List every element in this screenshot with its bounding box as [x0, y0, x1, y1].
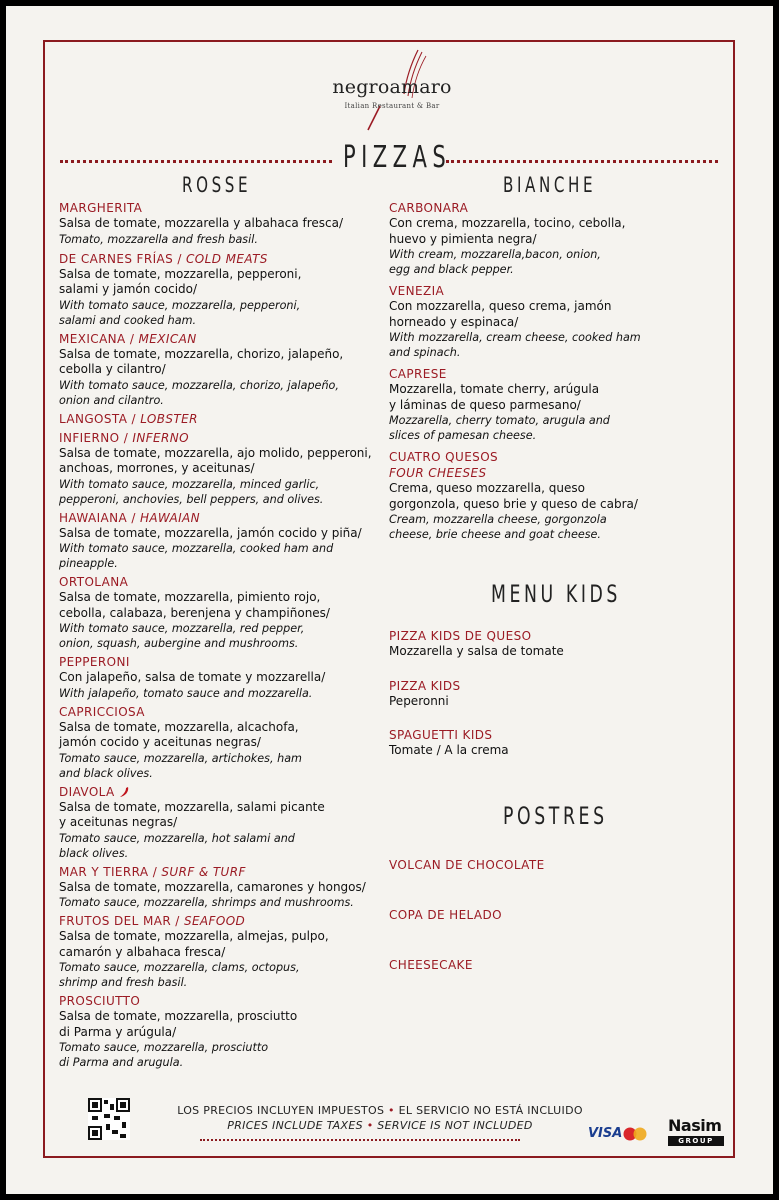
pizza-name-es: DIAVOLA	[59, 784, 115, 799]
pizza-desc-en: Tomato, mozzarella and fresh basil.	[59, 232, 258, 246]
section-title-desserts: POSTRES	[503, 802, 608, 830]
kids-item	[389, 727, 719, 759]
pizza-desc-es: Salsa de tomate, mozzarella, chorizo, jalapeño, cebolla y cilantro/	[59, 346, 344, 376]
pizza-name-es: MEXICANA /	[59, 331, 139, 346]
rosse-item-name	[59, 574, 379, 590]
kids-item-name: SPAGUETTI KIDS	[389, 728, 493, 742]
pizza-desc-es: Crema, queso mozzarella, queso gorgonzola, queso brie y queso de cabra/	[389, 481, 638, 511]
rosse-item-name	[59, 411, 379, 427]
rosse-item	[59, 251, 379, 328]
pizza-desc-en: With tomato sauce, mozzarella, chorizo, jalapeño, onion and cilantro.	[59, 378, 339, 407]
kids-item-desc: Peperonni	[389, 693, 449, 708]
rosse-item	[59, 430, 379, 507]
footer-separator: •	[388, 1104, 395, 1117]
nasim-name: Nasim	[668, 1116, 722, 1135]
footer-taxes-es: LOS PRECIOS INCLUYEN IMPUESTOS	[177, 1104, 385, 1117]
pizza-desc-en: Tomato sauce, mozzarella, shrimps and mushrooms.	[59, 896, 354, 909]
pizza-name-es: CUATRO QUESOS	[389, 450, 499, 464]
pizza-desc-es: Salsa de tomate, mozzarella, salami picante y aceitunas negras/	[59, 799, 325, 829]
section-title-kids: MENU KIDS	[491, 580, 622, 608]
title-divider-left	[60, 160, 332, 163]
kids-item-name: PIZZA KIDS DE QUESO	[389, 629, 532, 643]
pizza-name-en: SURF & TURF	[161, 864, 246, 879]
pizza-name-es: CAPRESE	[389, 367, 447, 381]
qr-code-icon	[88, 1098, 130, 1140]
pizza-desc-en: Mozzarella, cherry tomato, arugula and slices of pamesan cheese.	[389, 414, 610, 442]
pizza-desc-es: Con jalapeño, salsa de tomate y mozzarella/	[59, 670, 326, 684]
pizza-name-es: ORTOLANA	[59, 575, 129, 589]
bianche-item	[389, 283, 719, 360]
rosse-item	[59, 864, 379, 911]
chili-pepper-icon	[118, 786, 130, 798]
kids-item-desc: Mozzarella y salsa de tomate	[389, 644, 564, 658]
rosse-item	[59, 331, 379, 408]
rosse-list	[59, 200, 379, 1070]
pizza-desc-es: Con mozzarella, queso crema, jamón horneado y espinaca/	[389, 299, 612, 329]
rosse-item-name	[59, 331, 379, 347]
bianche-item-name	[389, 200, 719, 216]
bianche-list	[389, 200, 719, 542]
rosse-item	[59, 704, 379, 781]
rosse-item	[59, 784, 379, 861]
rosse-item-name	[59, 704, 379, 720]
nasim-group-logo	[668, 1118, 730, 1150]
desserts-list	[389, 857, 719, 1007]
rosse-item-name	[59, 864, 379, 880]
rosse-item-name	[59, 913, 379, 929]
pizza-desc-es: Salsa de tomate, mozzarella y albahaca fresca/	[59, 216, 344, 230]
pizza-name-en: MEXICAN	[138, 331, 197, 346]
bianche-item-name	[389, 366, 719, 382]
rosse-item	[59, 574, 379, 651]
pizza-desc-en: Tomato sauce, mozzarella, prosciutto di Parma and arugula.	[59, 1041, 269, 1069]
pizza-desc-es: Salsa de tomate, mozzarella, pepperoni, salami y jamón cocido/	[59, 266, 302, 296]
pizza-name-es: VENEZIA	[389, 284, 445, 298]
pizza-name-en: SEAFOOD	[183, 914, 246, 928]
pizza-desc-en: With tomato sauce, mozzarella, cooked ham and pineapple.	[59, 542, 334, 570]
pizza-name-es: INFIERNO /	[59, 430, 133, 445]
footer-taxes-en: PRICES INCLUDE TAXES	[227, 1119, 363, 1132]
rosse-item-name	[59, 993, 379, 1009]
pizza-name-es: DE CARNES FRÍAS /	[59, 251, 187, 266]
kids-item	[389, 628, 719, 660]
pizza-name-es: PEPPERONI	[59, 655, 130, 669]
pizza-name-en: INFERNO	[132, 430, 189, 445]
pizza-desc-es: Salsa de tomate, mozzarella, almejas, pulpo, camarón y albahaca fresca/	[59, 929, 329, 959]
bianche-item	[389, 449, 719, 542]
pizza-desc-es: Salsa de tomate, mozzarella, prosciutto di Parma y arúgula/	[59, 1009, 298, 1039]
kids-item-desc: Tomate / A la crema	[389, 743, 509, 757]
rosse-item-name	[59, 510, 379, 526]
pizza-desc-es: Salsa de tomate, mozzarella, camarones y hongos/	[59, 879, 366, 894]
pizza-desc-es: Salsa de tomate, mozzarella, pimiento rojo, cebolla, calabaza, berenjena y champiñones/	[59, 590, 330, 620]
page-title: PIZZAS	[342, 140, 452, 175]
brand-tagline: Italian Restaurant & Bar	[344, 102, 440, 110]
pizza-desc-en: Tomato sauce, mozzarella, artichokes, ham and black olives.	[59, 751, 302, 780]
rosse-item-name	[59, 251, 379, 267]
rosse-item	[59, 411, 379, 427]
pizza-desc-en: With tomato sauce, mozzarella, red pepper, onion, squash, aubergine and mushrooms.	[59, 622, 305, 650]
pizza-desc-en: With jalapeño, tomato sauce and mozzarella.	[59, 686, 313, 700]
rosse-item-name	[59, 654, 379, 670]
pizza-name-en: COLD MEATS	[186, 251, 268, 266]
rosse-item-name	[59, 430, 379, 446]
rosse-item	[59, 510, 379, 572]
bianche-item	[389, 366, 719, 443]
brand-name: negroamaro	[332, 76, 452, 98]
brand-logo	[322, 46, 462, 116]
visa-logo: VISA	[588, 1126, 623, 1141]
rosse-item-name	[59, 200, 379, 216]
pizza-desc-en: Cream, mozzarella cheese, gorgonzola cheese, brie cheese and goat cheese.	[389, 513, 607, 541]
pizza-desc-en: With mozzarella, cream cheese, cooked ham and spinach.	[389, 331, 641, 359]
title-divider-right	[446, 160, 718, 163]
footer-service-es: EL SERVICIO NO ESTÁ INCLUIDO	[398, 1104, 583, 1117]
pizza-name-es: PROSCIUTTO	[59, 994, 141, 1008]
pizza-desc-en: Tomato sauce, mozzarella, clams, octopus, shrimp and fresh basil.	[59, 961, 300, 989]
dessert-item: CHEESECAKE	[389, 958, 473, 972]
pizza-name-en: HAWAIAN	[140, 510, 201, 525]
pizza-desc-en: Tomato sauce, mozzarella, hot salami and black olives.	[59, 831, 295, 860]
pizza-desc-es: Salsa de tomate, mozzarella, jamón cocido y piña/	[59, 525, 362, 540]
mastercard-icon	[622, 1127, 648, 1141]
rosse-item	[59, 993, 379, 1070]
pizza-desc-en: With cream, mozzarella,bacon, onion, egg and black pepper.	[389, 248, 601, 276]
kids-item	[389, 678, 719, 710]
pizza-name-es: LANGOSTA /	[59, 411, 141, 426]
pizza-name-es: HAWAIANA /	[59, 510, 140, 525]
pizza-name-en: FOUR CHEESES	[389, 466, 487, 480]
footer-notice	[160, 1103, 600, 1133]
pizza-name-es: FRUTOS DEL MAR /	[59, 914, 184, 928]
pizza-desc-en: With tomato sauce, mozzarella, minced garlic, pepperoni, anchovies, bell peppers, and olives.	[59, 477, 324, 506]
pizza-name-es: MARGHERITA	[59, 201, 143, 215]
pizza-desc-es: Salsa de tomate, mozzarella, alcachofa, jamón cocido y aceitunas negras/	[59, 719, 299, 749]
dessert-item: VOLCAN DE CHOCOLATE	[389, 858, 545, 872]
footer-divider	[200, 1139, 520, 1141]
rosse-item-name	[59, 784, 379, 800]
bianche-item	[389, 200, 719, 277]
footer-line-es	[160, 1103, 600, 1118]
dessert-item: COPA DE HELADO	[389, 908, 503, 922]
pizza-desc-en: With tomato sauce, mozzarella, pepperoni, salami and cooked ham.	[59, 298, 301, 327]
section-title-rosse: ROSSE	[182, 173, 252, 197]
pizza-desc-es: Con crema, mozzarella, tocino, cebolla, huevo y pimienta negra/	[389, 216, 626, 246]
pizza-desc-es: Salsa de tomate, mozzarella, ajo molido, pepperoni, anchoas, morrones, y aceitunas/	[59, 445, 372, 475]
pizza-desc-es: Mozzarella, tomate cherry, arúgula y láminas de queso parmesano/	[389, 382, 600, 412]
kids-list	[389, 628, 719, 777]
rosse-item	[59, 913, 379, 990]
pizza-name-es: CAPRICCIOSA	[59, 704, 145, 719]
pizza-name-es: MAR Y TIERRA /	[59, 864, 162, 879]
section-title-bianche: BIANCHE	[503, 173, 597, 197]
pizza-name-en: LOBSTER	[140, 411, 198, 426]
footer-separator: •	[366, 1119, 374, 1132]
kids-item-name: PIZZA KIDS	[389, 678, 461, 693]
rosse-item	[59, 200, 379, 247]
footer-service-en: SERVICE IS NOT INCLUDED	[377, 1119, 533, 1132]
bianche-item-name	[389, 283, 719, 299]
pizza-name-es: CARBONARA	[389, 201, 469, 215]
rosse-item	[59, 654, 379, 701]
footer-line-en	[160, 1118, 600, 1133]
bianche-item-name	[389, 449, 719, 465]
nasim-group: GROUP	[668, 1136, 724, 1146]
